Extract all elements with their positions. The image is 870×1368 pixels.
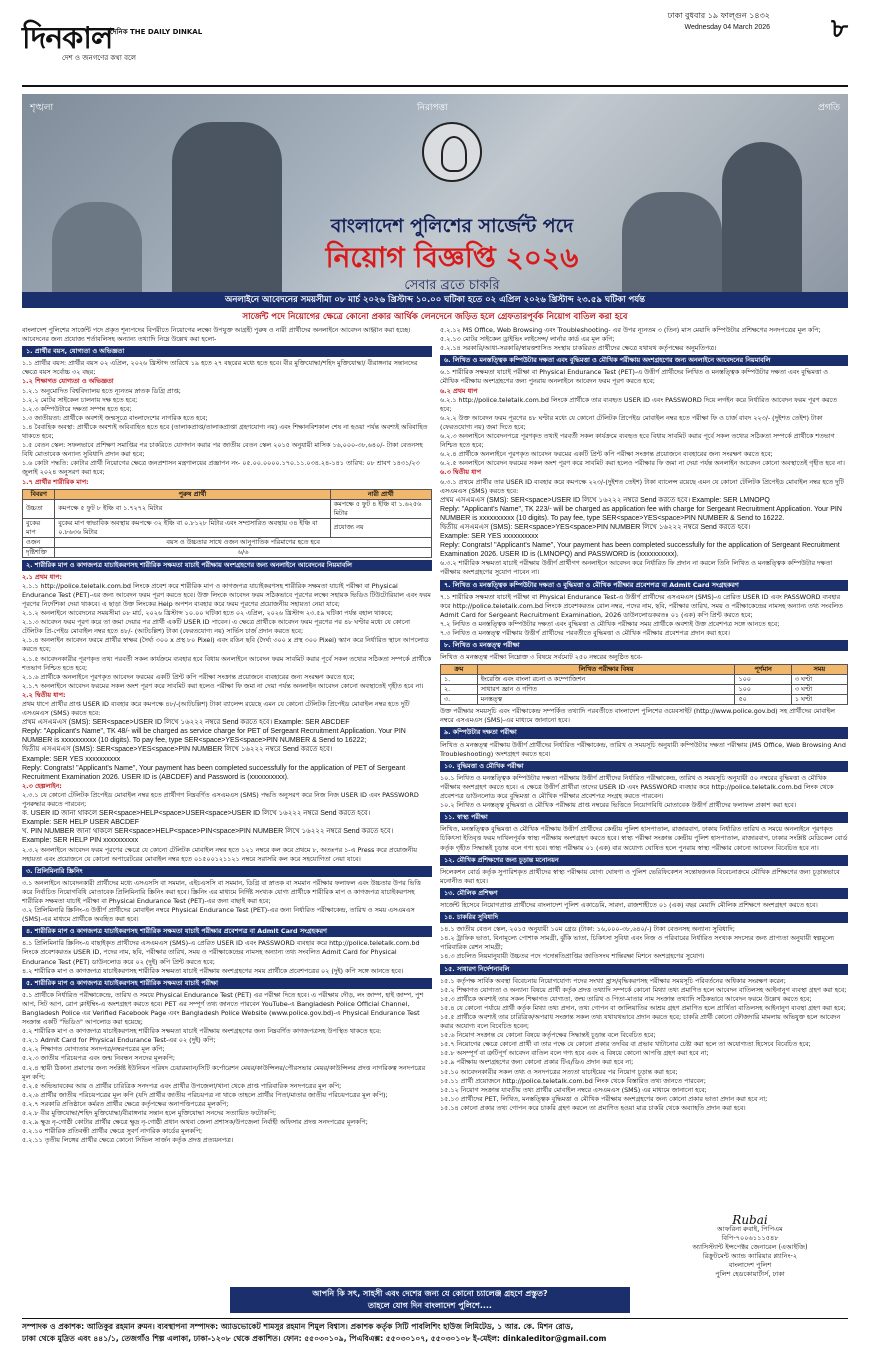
call-to-action: [230, 1287, 630, 1313]
list-item: ৫.২.৭ সরকারি প্রতিষ্ঠানে কর্মরত প্রার্থীর ক্ষেত্রে কর্তৃপক্ষের অনাপত্তিপত্রের মূলকপি;: [22, 1099, 229, 1108]
recruitment-banner: [22, 94, 848, 292]
para: ৭.২ লিখিত ও মনস্তত্ত্বিক কম্পিউটার দক্ষতা এবং বুদ্ধিমত্তা ও মৌখিক পরীক্ষার সময় প্রার্থীকে অবশ্যই উক্ত প্রবেশপত্র সঙ্গে আনতে হবে;: [440, 619, 780, 628]
para: ৫.১ প্রার্থীকে নির্ধারিত পরীক্ষাকেন্দ্রে, তারিখ ও সময়ে Physical Endurance Test (PET) এর পরীক্ষা দিতে হবে। এ পরীক্ষায় দৌড়, লং জাম্প, হাই জাম্প, পুশ আপ, সিট আপ, রোপ ক্লাইম্বিং-এ অংশগ্রহণ করতে হবে। PET এর সম্পূর্ণ তথ্য জানতে পারবেন YouTube-এ Bangladesh Police Official Channel, Bangladesh Police এর Verified Facebook Page এবং Bangladesh Police Website (www.police.gov.bd)-এ Physical Endurance Test সংক্রান্ত একটি "ভিডিও" আপলোড করা হয়েছে;: [22, 990, 424, 1027]
helpline-item: খ. PIN NUMBER জানা থাকলে SER<space>HELP<space>PIN<space>PIN NUMBER লিখে ১৬২২২ নম্বরে Send করতে হবে।: [22, 828, 394, 836]
table-header: বিবরণ: [23, 489, 55, 499]
sms-reply: Reply: "Applicant's Name", TK 48/- will be charged as service charge for PET of Sergeant Recruitment Application. Your PIN NUMBER is xxxxxxxxxx (10 digits). To pay fee, type SER<space>YES<space>PIN NUMBER & Send to 16222;: [22, 728, 406, 745]
cell: ৩ ঘণ্টা: [791, 675, 847, 685]
masthead: [22, 11, 848, 94]
section-heading-9: ৯. কম্পিউটার দক্ষতা পরীক্ষা: [440, 727, 848, 738]
left-column: [22, 326, 432, 1282]
section-heading-5: ৫. শারীরিক মাপ ও কাগজপত্র যাচাইকরণসহ শারীরিক সক্ষমতা যাচাই পরীক্ষা: [22, 978, 432, 989]
police-emblem-icon: [422, 122, 482, 182]
document-list: [22, 1036, 432, 1145]
subheading: ৬.৩ দ্বিতীয় ধাপ: [440, 468, 481, 477]
para: ১.৫ বেতন স্কেল: সফলভাবে প্রশিক্ষণ সমাপ্তির পর চাকরিতে যোগদান করার পর জাতীয় বেতন স্কেল ২০১৫ অনুযায়ী মাসিক ১৬,০০০-৩৮,৬৪০/- টাকা বেতনসহ বিধি মোতাবেক অন্যান্য সুবিধাদি প্রদান করা হবে;: [22, 441, 423, 459]
list-item: ১৫.৯ পরীক্ষায় অংশগ্রহণের জন্য কোনো প্রকার টিএ/ডিএ প্রদান করা হবে না;: [440, 1058, 634, 1067]
banner-title-line1: বাংলাদেশ পুলিশের সার্জেন্ট পদে: [330, 215, 574, 237]
page-number: ৮: [831, 14, 848, 44]
list-item: ৫.২.২ শিক্ষাগত যোগ্যতার সনদপত্র/নম্বরপত্রের মূল কপি;: [22, 1045, 165, 1054]
section-heading-8: ৮. লিখিত ও মনস্তত্ত্ব পরীক্ষা: [440, 640, 848, 651]
written-exam-table: [440, 664, 848, 705]
cell: ৩ ঘণ্টা: [791, 685, 847, 695]
cta-line2: তাহলে যোগ দিন বাংলাদেশ পুলিশে....: [368, 1301, 492, 1310]
para: উক্ত পরীক্ষার সময়সূচি এবং পরীক্ষাকেন্দ্র সম্পর্কিত তথ্যাদি পরবর্তীতে বাংলাদেশ পুলিশের ওয়েবসাইট (http://www.police.gov.bd) সহ প্রার্থীদের মোবাইল নম্বরে এসএমএস (SMS)-এর মাধ্যমে জানানো হবে।: [440, 707, 835, 725]
para: ৬.১ শারীরিক সক্ষমতা যাচাই পরীক্ষা বা Physical Endurance Test (PET)-এ উত্তীর্ণ প্রার্থীদের লিখিত ও মনস্তত্ত্বিক কম্পিউটার দক্ষতা এবং বুদ্ধিমত্তা ও মৌখিক পরীক্ষায় অংশগ্রহণের জন্য পুনরায় অনলাইনে আবেদন ফরম পূরণ করতে হবে;: [440, 368, 828, 386]
document-list-continued: [440, 326, 848, 353]
section-heading-7: ৭. লিখিত ও মনস্তত্ত্বিক কম্পিউটার দক্ষতা ও বুদ্ধিমত্তা ও মৌখিক পরীক্ষার প্রবেশপত্র বা Admit Card সংগ্রহকরণ: [440, 580, 848, 591]
cta-line1: আপনি কি সৎ, সাহসী এবং দেশের জন্য যে কোনো চ্যালেঞ্জ গ্রহণে প্রস্তুত?: [312, 1289, 548, 1298]
table-header: পূর্ণমান: [735, 665, 791, 675]
intro-text: বাংলাদেশ পুলিশের সার্জেন্ট পদে প্রকৃত শূন্যপদের বিপরীতে নিয়োগের লক্ষ্যে উপযুক্ত আগ্রহী পুরুষ ও নারী প্রার্থীদের অনলাইনে আবেদন আহ্বান করা হচ্ছে। আবেদনের জন্য প্রযোজ্য শর্তাবলিসহ অন্যান্য তথ্যাদি নিম্নে উল্লেখ করা হলো-: [22, 326, 411, 344]
list-item: ৫.২.১২ MS Office, Web Browsing এবং Troubleshooting- এর উপর ন্যূনতম ৩ (তিন) মাস মেয়াদি কম্পিউটার প্রশিক্ষণের সনদপত্রের মূল কপি;: [440, 326, 821, 334]
para: ৭.১ শারীরিক সক্ষমতা যাচাই পরীক্ষা বা Physical Endurance Test-এ উত্তীর্ণ প্রার্থীদের এসএমএস (SMS)-এ প্রেরিত USER ID এবং PASSWORD ব্যবহার করে http://police.teletalk.com.bd লিংকে প্রবেশকরতঃ রোল নম্বর, পদের নাম, ছবি, পরীক্ষার তারিখ, সময় ও পরীক্ষাকেন্দ্রের নামসহ অন্যান্য তথ্য সংবলিত Admit Card for Sergeant Recruitment Examination, 2026 ডাউনলোডকরতঃ ০১ (এক) কপি প্রিন্ট করতে হবে;: [440, 592, 843, 619]
para: ৬.২.৪ প্রার্থীকে অনলাইনে পূরণকৃত আবেদন ফরমের একটি প্রিন্ট কপি পরীক্ষা সংক্রান্ত প্রয়োজনে ব্যবহারের জন্য সংরক্ষণ করতে হবে;: [440, 450, 773, 459]
cell: কমপক্ষে ৫ ফুট ৪ ইঞ্চি বা ১.৬২৫৬ মিটার: [330, 499, 431, 518]
section-heading-12: ১২. মৌখিক প্রশিক্ষণের জন্য চূড়ান্ত মনোনয়ন: [440, 855, 848, 866]
para: ২.১.৬ প্রার্থীকে অনলাইনে পূরণকৃত আবেদন ফরমের একটি প্রিন্ট কপি পরীক্ষা সংক্রান্ত প্রয়োজনে ব্যবহারের জন্য সংরক্ষণ করতে হবে;: [22, 672, 355, 681]
para: ১.৪ বৈবাহিক অবস্থা: প্রার্থীকে অবশ্যই অবিবাহিত হতে হবে (তালাকপ্রাপ্ত/তালাকপ্রাপ্তা গ্রহণযোগ্য নয়) এবং শিক্ষানবিশকাল শেষ না হওয়া পর্যন্ত অবশ্যই অবিবাহিত থাকতে হবে;: [22, 422, 428, 441]
para: ২.১.২ অনলাইনে আবেদনের সময়সীমা ০৮ মার্চ, ২০২৬ খ্রিস্টাব্দ ১০.০০ ঘটিকা হতে ০২ এপ্রিল, ২০২৬ খ্রিস্টাব্দ ২৩.৫৯ ঘটিকা পর্যন্ত বহাল থাকবে;: [22, 609, 393, 618]
list-item: ৫.২.১ Admit Card for Physical Endurance Test-এর ০২ (দুই) কপি;: [22, 1036, 216, 1045]
table-row: [23, 547, 432, 557]
table-row: [441, 695, 848, 705]
list-item: ১৫.১৩ প্রার্থীদের PET, লিখিত, মনস্তত্ত্বিক বুদ্ধিমত্তা ও মৌখিক পরীক্ষায় অংশগ্রহণের জন্য কোনো প্রকার ভাতা প্রদান করা হবে না;: [440, 1094, 768, 1103]
signatory-id: বিপি-৭০০৬১১১৫৪৮: [721, 1234, 779, 1242]
cell: উচ্চতা: [23, 499, 55, 518]
newspaper-tagline: দেশ ও জনগণের কথা বলে: [62, 54, 137, 62]
section-heading-14: ১৪. চাকরির সুবিধাদি: [440, 912, 848, 923]
para: লিখিত ও মনস্তত্ত্ব পরীক্ষায় উত্তীর্ণ প্রার্থীদের নির্ধারিত পরীক্ষাকেন্দ্র, তারিখ ও সময়সূচি অনুযায়ী কম্পিউটার দক্ষতা পরীক্ষায় (MS Office, Web Browsing And Troubleshooting) অংশগ্রহণ করতে হবে।: [440, 740, 846, 758]
list-item: ৫.২.৪ স্থায়ী ঠিকানা প্রমাণের জন্য সংশ্লিষ্ট ইউনিয়ন পরিষদ চেয়ারম্যান/সিটি কর্পোরেশন মেয়র/কাউন্সিলর/পৌরসভার মেয়র/কাউন্সিলর প্রদত্ত নাগরিকত্ব সনদপত্রের মূল কপি;: [22, 1063, 426, 1081]
list-item: ৫.২.৬ প্রার্থীর জাতীয় পরিচয়পত্রের মূল কপি (যদি প্রার্থীর জাতীয় পরিচয়পত্র না থাকে তাহলে প্রার্থীর পিতা/মাতার জাতীয় পরিচয়পত্রের মূল কপি);: [22, 1090, 388, 1099]
section-heading-15: ১৫. সাধারণ নির্দেশনাবলি: [440, 964, 848, 975]
para: সার্জেন্ট হিসেবে নিয়োগপ্রাপ্ত প্রার্থীদের বাংলাদেশ পুলিশ একাডেমি, সারদা, রাজশাহীতে ০১ (এক) বছর মেয়াদি মৌলিক প্রশিক্ষণে অংশগ্রহণ করতে হবে।: [440, 900, 818, 909]
para: ১.২.২ মোটর সাইকেল চালনায় দক্ষ হতে হবে;: [22, 395, 138, 404]
general-instructions-list: [440, 977, 848, 1113]
para: ১.২.৩ কম্পিউটারে দক্ষতা সম্পন্ন হতে হবে;: [22, 404, 132, 413]
right-column: [440, 326, 848, 1282]
list-item: ১৫.৬ নিয়োগ সংক্রান্ত যে কোনো বিষয়ে কর্তৃপক্ষের সিদ্ধান্তই চূড়ান্ত বলে বিবেচিত হবে;: [440, 1031, 656, 1040]
cell: ২.: [441, 685, 478, 695]
table-row: [23, 537, 432, 547]
sms-instruction: দ্বিতীয় এসএমএস (SMS): SER<space>YES<space>PIN NUMBER লিখে ১৬২২২ নম্বরে Send করতে হবে।: [22, 746, 333, 754]
citizen-figure: [52, 202, 142, 292]
table-row: [23, 518, 432, 537]
signature-scribble: Rubai: [732, 1213, 768, 1227]
subheading: ১.৭ প্রার্থীর শারীরিক মাপ:: [22, 477, 89, 486]
list-item: ১৪.২ ট্রাফিক ভাতা, বিনামূল্যে পোশাক সামগ্রী, ঝুঁকি ভাতা, চিকিৎসা সুবিধা এবং নিজ ও পরিবারের নির্ধারিত সংখ্যক সদস্যের জন্য প্রাপ্যতা অনুযায়ী স্বল্পমূল্যে পারিবারিক রেশন সামগ্রী;: [440, 934, 835, 952]
helpline-example: Example: SER HELP PIN xxxxxxxxxx: [22, 837, 139, 845]
para: ৫.২ শারীরিক মাপ ও কাগজপত্র যাচাইকরণসহ শারীরিক সক্ষমতা যাচাই পরীক্ষায় অংশগ্রহণের জন্য নিম্নবর্ণিত কাগজপত্রসহ উপস্থিত থাকতে হবে:: [22, 1027, 382, 1036]
cell: ১ ঘণ্টা: [791, 695, 847, 705]
list-item: ১৫.১৪ কোনো প্রকার তথ্য গোপন করে চাকরি গ্রহণ করলে তা প্রমাণিত হওয়া মাত্র চাকরি থেকে অব্যাহতি প্রদান করা হবে।: [440, 1103, 746, 1112]
para: ২.১.৫ আবেদনকারীর পূরণকৃত তথ্য পরবর্তী সকল কার্যক্রমে ব্যবহার হবে বিধায় অনলাইনে আবেদন ফরম সাবমিট করার পূর্বে সকল তথ্যের সঠিকতা সম্পর্কে প্রার্থীকে শতভাগ নিশ্চিত হতে হবে;: [22, 654, 432, 672]
physical-measurement-table: [22, 489, 432, 558]
list-item: ৫.২.১১ তৃতীয় লিঙ্গের প্রার্থীর ক্ষেত্রে কোনো সিভিল সার্জন কর্তৃক প্রদত্ত প্রত্যয়নপত্র।: [22, 1136, 234, 1145]
cell: সাধারণ জ্ঞান ও গণিত: [477, 685, 735, 695]
sms-reply: Reply: Congrats! "Applicant's Name", Your payment has been completed successfully for the application of PET of Sergeant Recruitment Examination 2026. USER ID is (ABCDEF) and Password is (xxxxxxxxxx).: [22, 764, 406, 781]
banner-title-line2: নিয়োগ বিজ্ঞপ্তি ২০২৬: [325, 241, 579, 274]
cell: বুকের মাপ স্বাভাবিক অবস্থায় কমপক্ষে ৩২ ইঞ্চি বা ০.৮১২৮ মিটার এবং সম্প্রসারিত অবস্থায় ৩৪ ইঞ্চি বা ০.৮৬৩৬ মিটার: [55, 518, 330, 537]
list-item: ৫.২.৯ ক্ষুদ্র নৃ-গোষ্ঠী কোটার প্রার্থীর ক্ষেত্রে ক্ষুদ্র নৃ-গোষ্ঠী প্রধান অথবা জেলা প্রশাসক/উপজেলা নির্বাহী অফিসার প্রদত্ত সনদপত্রের মূলকপি;: [22, 1118, 368, 1127]
cell: দৃষ্টিশক্তি: [23, 547, 55, 557]
list-item: ৫.২.৮ বীর মুক্তিযোদ্ধা/শহিদ মুক্তিযোদ্ধা/বীরাঙ্গনার সন্তান হলে মুক্তিযোদ্ধা সনদের সত্যায়িত ফটোকপি;: [22, 1109, 277, 1118]
table-header: সময়: [791, 665, 847, 675]
cell: ৩.: [441, 695, 478, 705]
para: ৬.৩.২ শারীরিক সক্ষমতা যাচাই পরীক্ষায় উত্তীর্ণ প্রার্থীগণ অনলাইনে আবেদন করে নির্ধারিত ফি প্রদান না করলে তিনি লিখিত ও মনস্তত্ত্বিক কম্পিউটার দক্ষতা পরীক্ষায় অংশগ্রহণের সুযোগ পাবেন না।: [440, 559, 833, 577]
para: প্রথম ধাপে প্রার্থীর প্রাপ্ত USER ID ব্যবহার করে কমপক্ষে ৪৮/-(আটচল্লিশ) টাকা ব্যালেন্স রয়েছে এমন যে কোনো টেলিটক প্রিপেইড মোবাইল নম্বর হতে দুটি এসএমএস (SMS) করতে হবে:: [22, 700, 410, 718]
section-heading-4: ৪. শারীরিক মাপ ও কাগজপত্র যাচাইকরণসহ শারীরিক সক্ষমতা যাচাই পরীক্ষার প্রবেশপত্র বা Admit Card সংগ্রহকরণ: [22, 926, 432, 937]
list-item: ১৫.৪ যে কোনো পর্যায়ে প্রার্থী কর্তৃক মিথ্যা তথ্য প্রদান, তথ্য গোপন বা জালিয়াতির আশ্রয় গ্রহণ প্রমাণিত হলে প্রার্থিতা বাতিলসহ আইনানুগ ব্যবস্থা গ্রহণ করা হবে;: [440, 1003, 846, 1012]
list-item: ১৫.৩ প্রার্থীকে অবশ্যই তার সকল শিক্ষাগত যোগ্যতা, জন্ম তারিখ ও পিতা-মাতার নাম সংক্রান্ত তথ্যাদি সঠিকভাবে আবেদন ফরমে উল্লেখ করতে হবে;: [440, 994, 812, 1003]
banner-title-line3: সেবার ব্রতে চাকরি: [404, 278, 500, 292]
table-header: পুরুষ প্রার্থী: [55, 489, 330, 499]
para: লিখিত, মনস্তত্ত্বিক বুদ্ধিমত্তা ও মৌখিক পরীক্ষায় উত্তীর্ণ প্রার্থীদের কেন্দ্রীয় পুলিশ হাসপাতাল, রাজারবাগ, ঢাকায় নির্ধারিত তারিখ ও সময়ে অনলাইনে পূরণকৃত চিকিৎসা ইতিবৃত্ত ফরম দাখিলপূর্বক স্বাস্থ্য পরীক্ষায় অংশগ্রহণ করতে হবে। স্বাস্থ্য পরীক্ষা সংক্রান্ত কেন্দ্রীয় পুলিশ হাসপাতাল, রাজারবাগ, ঢাকার সংশ্লিষ্ট মেডিকেল বোর্ড কর্তৃক গৃহীত সিদ্ধান্তই চূড়ান্ত বলে গণ্য হবে। স্বাস্থ্য পরীক্ষায় ০১ (এক) বার অযোগ্য ঘোষিত হলে পুনরায় স্বাস্থ্য পরীক্ষার কোনো আবেদন বিবেচিত হবে না।: [440, 825, 848, 852]
table-header: ক্রম: [441, 665, 478, 675]
helpline-example: Example: SER HELP USER ABCDEF: [22, 819, 139, 827]
imprint-line2: ঢাকা থেকে মুদ্রিত এবং ৪৪১/১, তেজগাঁও শিল্প এলাকা, ঢাকা-১২০৮ থেকে প্রকাশিত। ফোন: ৫৫০৩০১০৯, পিএবিএক্স: ৫৫০৩০১০৭, ৫৫০৩০১০৮ ই-মেইল: dinkaleditor@gmail.com: [22, 1334, 607, 1343]
section-heading-11: ১১. স্বাস্থ্য পরীক্ষা: [440, 812, 848, 823]
para: ৬.২.২ উক্ত আবেদন ফরম পূরণের ৪৮ ঘণ্টার মধ্যে যে কোনো টেলিটক প্রিপেইড মোবাইল নম্বর হতে পরীক্ষা ফি ও চার্জ বাবদ ২২৩/- (দুইশত তেইশ) টাকা (ফেরতযোগ্য নয়) জমা দিতে হবে;: [440, 413, 823, 431]
banner-label-left: শৃঙ্খলা: [30, 103, 54, 113]
para: ৬.২.৫ অনলাইনে আবেদন ফরমের সকল অংশ পূরণ করে সাবমিট করা হলেও পরীক্ষার ফি জমা না দেয়া পর্যন্ত অনলাইন আবেদন কোনো অবস্থাতেই গৃহীত হবে না।: [440, 459, 845, 468]
banner-label-center: নিরাপত্তা: [417, 103, 448, 113]
cell: ৫০: [735, 695, 791, 705]
cell: বুকের মাপ: [23, 518, 55, 537]
signatory-name: আফরিনা রুবাই, পিপিএম: [717, 1225, 783, 1233]
list-item: ১৫.৫ প্রার্থীকে অবশ্যই তার চারিত্রিক/অপরাধ সংক্রান্ত সকল তথ্য যথাযথভাবে প্রদান করতে হবে; চাকরি প্রার্থী কোনো ফৌজদারি মামলায় অভিযুক্ত হলে আবেদন করার অযোগ্য বলে বিবেচিত হবেন;: [440, 1013, 841, 1031]
list-item: ১৫.২ শিক্ষাগত যোগ্যতা ও অন্যান্য বিষয়ে প্রার্থী কর্তৃক প্রদত্ত তথ্যাদি সম্পর্কে কোনো মিথ্যা তথ্য প্রমাণিত হলে আবেদন বাতিলসহ আইনানুগ ব্যবস্থা গ্রহণ করা হবে;: [440, 985, 847, 994]
para: লিখিত ও মনস্তত্ত্ব পরীক্ষা নিম্নোক্ত ৩ বিষয়ে সর্বমোট ২৫০ নম্বরের অনুষ্ঠিত হবে-: [440, 653, 643, 662]
list-item: ৫.২.১৩ মোটর সাইকেল ড্রাইভিং লাইসেন্স/ লার্নার কার্ড এর মূল কপি;: [440, 335, 615, 344]
sms-instruction: দ্বিতীয় এসএমএস (SMS): SER<space>YES<space>PIN NUMBER লিখে ১৬২২২ নম্বরে Send করতে হবে।: [440, 523, 751, 531]
date-english: Wednesday 04 March 2026: [684, 24, 770, 31]
signature-block: [660, 1213, 840, 1279]
para: ৬.২.৩ অনলাইনে আবেদনপত্রে পূরণকৃত তথ্যই পরবর্তী সকল কার্যক্রমে ব্যবহৃত হবে বিধায় সাবমিট করার পূর্বে সকল তথ্যের সঠিকতা সম্পর্কে প্রার্থীকে শতভাগ নিশ্চিত হতে হবে;: [440, 432, 835, 450]
sms-example: Example: SER YES xxxxxxxxxx: [440, 533, 539, 541]
para: ২.১.৭ অনলাইনে আবেদন ফরমের সকল অংশ পূরণ করে সাবমিট করা হলেও পরীক্ষা ফি জমা না দেয়া পর্যন্ত অনলাইন আবেদন কোনো অবস্থাতেই গৃহীত হবে না।: [22, 681, 424, 690]
imprint-line: [22, 1318, 848, 1345]
para: ৩.২ প্রিলিমিনারি স্ক্রিনিং-এ উত্তীর্ণ প্রার্থীদের মোবাইল নম্বরে Physical Endurance Test (PET)-এর জন্য নির্ধারিত পরীক্ষাকেন্দ্র, তারিখ ও সময় এসএমএস (SMS)-এর মাধ্যমে প্রার্থীকে অবহিত করা হবে।: [22, 906, 415, 924]
para: ১.৬ কোটা পদ্ধতি: কোটার প্রার্থী নিয়োগের ক্ষেত্রে জনপ্রশাসন মন্ত্রণালয়ের প্রজ্ঞাপন নং- ০৫.০০.০০০০.১৭০.১১.০৩৪.২৪-১৪১ তারিখ: ০৮ শ্রাবণ ১৪৩১/২৩ জুলাই ২০২৪ অনুসরণ করা হবে;: [22, 459, 420, 477]
sms-instruction: প্রথম এসএমএস (SMS): SER<space>USER ID লিখে ১৬২২২ নম্বরে Send করতে হবে। Example: SER LMNOPQ: [440, 496, 770, 504]
cell: ইংরেজি এবং বাংলা রচনা ও কম্পোজিশন: [477, 675, 735, 685]
newspaper-logo: দিনকাল: [22, 21, 113, 56]
imprint-line1: সম্পাদক ও প্রকাশক: আতিকুর রহমান রুমন। ব্যবস্থাপনা সম্পাদক: অ্যাডভোকেট শামসুর রহমান শিমুল বিশ্বাস। প্রকাশক কর্তৃক সিটি পাবলিশিং হাউজ লিমিটেড, ১ আর. কে. মিশন রোড,: [22, 1322, 574, 1331]
para: ৭.৩ লিখিত ও মনস্তত্ত্ব পরীক্ষায় উত্তীর্ণ প্রার্থীদের পরবর্তীতে বুদ্ধিমত্তা ও মৌখিক পরীক্ষার প্রবেশপত্র প্রদান করা হবে।: [440, 629, 730, 637]
sms-reply: Reply: Congrats! "Applicant's Name", Your payment has been completed successfully for the application of Sergeant Recruitment Examination 2026. USER ID is (LMNOPQ) and PASSWORD is (xxxxxxxxxx).: [440, 542, 840, 559]
para: ৬.২.১ http://police.teletalk.com.bd লিংকে প্রার্থীকে তার ব্যবহৃত USER ID এবং PASSWORD দিয়ে লগইন করে নির্ধারিত আবেদন ফরম পূরণ করতে হবে;: [440, 395, 837, 413]
cell: বয়স ও উচ্চতার সাথে ওজন আনুপাতিক পরিমাণের হতে হবে: [55, 537, 432, 547]
list-item: ১৫.১০ আবেদনকারীর সকল তথ্য ও সনদপত্রের সত্যতা যাচাইয়ের পর নিয়োগ চূড়ান্ত করা হবে;: [440, 1067, 678, 1076]
table-header: নারী প্রার্থী: [330, 489, 431, 499]
subheading: ২.১ প্রথম ধাপ:: [22, 572, 62, 581]
subheading: ২.২ দ্বিতীয় ধাপ:: [22, 690, 66, 699]
subheading: ৬.২ প্রথম ধাপ: [440, 386, 478, 395]
section-heading-3: ৩. প্রিলিমিনারি স্ক্রিনিং: [22, 866, 432, 877]
section-heading-1: ১. প্রার্থীর বয়স, যোগ্যতা ও অভিজ্ঞতা: [22, 346, 432, 357]
para: ২.১.৩ আবেদন ফরম পূরণ করে তা জমা দেয়ার পর প্রার্থী একটি USER ID পাবেন। এ ক্ষেত্রে প্রার্থীকে আবেদন ফরম পূরণের পর ৪৮ ঘণ্টার মধ্যে যে কোনো টেলিটক প্রি-পেইড মোবাইল নম্বর হতে ৪৮/- (আটচল্লিশ) টাকা (ফেরতযোগ্য নয়) সার্ভিস চার্জ প্রদান করতে হবে;: [22, 618, 410, 636]
para: ২.৩.১ যে কোনো টেলিটক প্রিপেইড মোবাইল নম্বর হতে প্রার্থীগণ নিম্নবর্ণিত এসএমএস (SMS) পদ্ধতি অনুসরণ করে নিজ নিজ USER ID এবং PASSWORD পুনরুদ্ধার করতে পারবেন;: [22, 790, 419, 809]
subheading: ১.২ শিক্ষাগত যোগ্যতা ও অভিজ্ঞতা: [22, 377, 114, 386]
list-item: ৫.২.১০ শারীরিক প্রতিবন্ধী প্রার্থীর ক্ষেত্রে সুবর্ণ নাগরিক কার্ডের মূলকপি;: [22, 1127, 203, 1136]
date-bengali: ঢাকা বুধবার ১৯ ফাল্গুন ১৪৩২: [667, 11, 770, 20]
list-item: ১৫.১১ প্রার্থী প্রয়োজনে http://police.teletalk.com.bd লিংক থেকে বিস্তারিত তথ্য জানতে পারবেন;: [440, 1076, 706, 1085]
section-heading-6: ৬. লিখিত ও মনস্তত্ত্বিক কম্পিউটার দক্ষতা এবং বুদ্ধিমত্তা ও মৌখিক পরীক্ষায় অংশগ্রহণের জন্য অনলাইনে আবেদনের নিয়মাবলি: [440, 355, 848, 366]
list-item: ৫.২.৫ অভিভাবকের আয় ও প্রার্থীর চারিত্রিক সনদপত্র এবং প্রার্থীর উপজেলা/থানা থেকে প্রাপ্ত পারিবারিক সনদপত্রের মূল কপি;: [22, 1081, 342, 1090]
sms-instruction: প্রথম এসএমএস (SMS): SER<space>USER ID লিখে ১৬২২২ নম্বরে Send করতে হবে। Example: SER ABCDEF: [22, 719, 350, 727]
signatory-title: অ্যাসিস্ট্যান্ট ইন্সপেক্টর জেনারেল (এআইজি): [692, 1243, 808, 1251]
para: ৩.১ অনলাইনে আবেদনকারী প্রার্থীদের মধ্যে এসএসসি বা সমমান, এইচএসসি বা সমমান, ডিগ্রি বা স্নাতক বা সমমান পরীক্ষার ফলাফল এবং উচ্চতার উপর ভিত্তি করে নির্বাচিত নিয়োগবিধি মোতাবেক প্রিলিমিনারি স্ক্রিনিং করা হবে। স্ক্রিনিং এর মাধ্যমে নির্দিষ্ট সংখ্যক যোগ্য প্রার্থীকে শারীরিক মাপ ও কাগজপত্র যাচাইকরণসহ শারীরিক সক্ষমতা যাচাই পরীক্ষা বা Physical Endurance Test (PET)-এর জন্য বাছাই করা হবে;: [22, 878, 421, 905]
masthead-rule: [22, 85, 848, 87]
table-row: [441, 685, 848, 695]
para: ১.২.১ অনুমোদিত বিশ্ববিদ্যালয় হতে ন্যূনতম স্নাতক ডিগ্রি প্রাপ্ত;: [22, 386, 181, 395]
cell: ১.: [441, 675, 478, 685]
helpline-item: ক. USER ID জানা থাকলে SER<space>HELP<space>USER<space>USER ID লিখে ১৬২২২ নম্বরে Send করতে হবে।: [22, 810, 371, 818]
para: ২.৩.২ অনলাইনে আবেদন ফরম পূরণের ক্ষেত্রে যে কোনো টেলিটক মোবাইল নম্বর হতে ১২১ নম্বরে কল করে প্রথমে ৮, অতঃপর ১-এ Press করে প্রয়োজনীয় সহায়তা এবং প্রয়োজনে যে কোনো অপারেটরের মোবাইল নম্বর হতে ০১৫০০১২১১২১ নম্বরে সরাসরি কল করে সহযোগিতা নেয়া যাবে।: [22, 845, 418, 863]
table-row: [441, 675, 848, 685]
list-item: ১৫.১২ নিয়োগ সংক্রান্ত যাবতীয় তথ্য প্রার্থীর মোবাইল নম্বরে এসএমএস (SMS) এর মাধ্যমে জানানো হবে;: [440, 1085, 707, 1094]
para: ২.১.১ http://police.teletalk.com.bd লিংকে প্রবেশ করে শারীরিক মাপ ও কাগজপত্র যাচাইকরণসহ শারীরিক সক্ষমতা যাচাই পরীক্ষা বা Physical Endurance Test (PET)-এর জন্য আবেদন ফরম পূরণ করতে হবে। উক্ত লিংকে আবেদন ফরম সঠিকভাবে পূরণের লক্ষ্যে সহায়ক ভিডিও টিউটোরিয়াল এবং ফরম পূরণের নির্দেশিকা দেয়া থাকবে। এ ছাড়া উক্ত লিংকের Help অপশন ব্যবহার করে ফরম পূরণের প্রয়োজনীয় সহায়তা নেয়া যাবে;: [22, 581, 431, 608]
table-header: লিখিত পরীক্ষার বিষয়: [477, 665, 735, 675]
para: ১০.২ লিখিত ও মনস্তত্ত্ব বুদ্ধিমত্তা ও মৌখিক পরীক্ষায় প্রাপ্ত নম্বরের ভিত্তিতে নিয়োগবিধি মোতাবেক উত্তীর্ণ প্রার্থীদের ফলাফল প্রকাশ করা হবে।: [440, 801, 797, 810]
para: ৪.২ শারীরিক মাপ ও কাগজপত্র যাচাইকরণসহ শারীরিক সক্ষমতা যাচাই পরীক্ষায় অংশগ্রহণের সময় প্রার্থীকে প্রবেশপত্রের ০২ (দুই) কপি সঙ্গে আনতে হবে।: [22, 966, 404, 975]
list-item: ১৫.৮ অসম্পূর্ণ বা ত্রুটিপূর্ণ আবেদন বাতিল বলে গণ্য হবে এবং এ বিষয়ে কোনো আপত্তি গ্রহণ করা হবে না;: [440, 1049, 709, 1058]
signatory-org: বাংলাদেশ পুলিশ: [728, 1261, 772, 1269]
list-item: ৫.২.৩ জাতীয় পরিচয়পত্র এবং জন্ম নিবন্ধন সনদের মূলকপি;: [22, 1054, 176, 1063]
section-heading-10: ১০. বুদ্ধিমত্তা ও মৌখিক পরীক্ষা: [440, 761, 848, 772]
newspaper-subtitle: দৈনিক THE DAILY DINKAL: [110, 28, 203, 36]
banner-label-right: প্রগতি: [818, 103, 840, 113]
para: ১.১ প্রার্থীর বয়স: প্রার্থীর বয়স ০২ এপ্রিল, ২০২৬ খ্রিস্টাব্দ তারিখে ১৯ হতে ২৭ বছরের মধ্যে হতে হবে। বীর মুক্তিযোদ্ধা/শহিদ মুক্তিযোদ্ধা/ বীরাঙ্গনার সন্তানদের ক্ষেত্রে বয়স সর্বোচ্চ ৩২ বছর;: [22, 359, 418, 377]
deadline-strip: অনলাইনে আবেদনের সময়সীমা ০৮ মার্চ ২০২৬ খ্রিস্টাব্দ ১০.০০ ঘটিকা হতে ০২ এপ্রিল ২০২৬ খ্রিস্টাব্দ ২৩.৫৯ ঘটিকা পর্যন্ত: [22, 292, 848, 308]
cell: ১০০: [735, 675, 791, 685]
cell: ৬/৬: [55, 547, 432, 557]
list-item: ১৫.১ কর্তৃপক্ষ সার্বিক অবস্থা বিবেচনায় নিয়োগযোগ্য পদের সংখ্যা হ্রাস/বৃদ্ধিকরণসহ পরীক্ষার সময়সূচি পরিবর্তনের অধিকার সংরক্ষণ করেন;: [440, 976, 786, 985]
para: ২.১.৪ অনলাইন আবেদন ফরমে প্রার্থীর স্বাক্ষর (দৈর্ঘ্য ৩০০ x প্রস্থ ৮০ Pixel) এবং রঙিন ছবি (দৈর্ঘ্য ৩০০ x প্রস্থ ৩০০ Pixel) স্ক্যান করে নির্ধারিত স্থানে আপলোড করতে হবে;: [22, 636, 429, 654]
sms-reply: Reply: "Applicant's Name", TK 223/- will be charged as application fee with charge for Sergeant Recruitment Application. Your PIN NUMBER is xxxxxxxxxx (10 digits). To pay fee, type SER<space>YES<space>PIN NUMBER & Send to 16222.: [440, 505, 842, 522]
cell: ১০০: [735, 685, 791, 695]
para: ১০.১ লিখিত ও মনস্তত্ত্বিক কম্পিউটার দক্ষতা পরীক্ষায় উত্তীর্ণ প্রার্থীদের নির্ধারিত পরীক্ষাকেন্দ্র, তারিখ ও সময়সূচি অনুযায়ী ৫০ নম্বরের বুদ্ধিমত্তা ও মৌখিক পরীক্ষায় অংশগ্রহণ করতে হবে। এ ক্ষেত্রে উত্তীর্ণ প্রার্থীরা তাদের USER ID এবং PASSWORD ব্যবহার করে http://police.teletalk.com.bd লিংক থেকে প্রবেশপত্র ডাউনলোড করে বুদ্ধিমত্তা ও মৌখিক পরীক্ষার প্রবেশপত্র সংগ্রহ করতে পারবেন।: [440, 773, 834, 801]
signatory-dept: রিক্রুটমেন্ট অ্যান্ড ক্যারিয়ার প্ল্যানিং-২: [702, 1252, 798, 1260]
cell: মনস্তত্ত্ব: [477, 695, 735, 705]
list-item: ১৪.১ জাতীয় বেতন স্কেল, ২০১৫ অনুযায়ী ১০ম গ্রেড (টাকা: ১৬,০০০-৩৮,৬৪০/-) টাকা বেতনসহ অন্যান্য সুবিধাদি;: [440, 925, 735, 934]
cell: প্রযোজ্য নয়: [330, 518, 431, 537]
section-heading-13: ১৩. মৌলিক প্রশিক্ষণ: [440, 888, 848, 899]
subheading: ২.৩ হেল্পলাইন:: [22, 781, 62, 790]
cell: ওজন: [23, 537, 55, 547]
list-item: ১৫.৭ নিয়োগের ক্ষেত্রে কোনো প্রার্থী বা তার পক্ষে যে কোনো প্রকার তদবির বা প্রভাব খাটানোর চেষ্টা করা হলে তা অযোগ্যতা হিসেবে বিবেচিত হবে;: [440, 1040, 811, 1049]
para: সিলেকশন বোর্ড কর্তৃক সুপারিশকৃত প্রার্থীদের স্বাস্থ্য পরীক্ষায় যোগ্য ঘোষণা ও পুলিশ ভেরিফিকেশন সন্তোষজনক বিবেচনাক্রমে মৌখিক প্রশিক্ষণের জন্য চূড়ান্তভাবে মনোনীত করা হবে।: [440, 867, 840, 885]
officer-figure-right: [722, 142, 802, 292]
benefits-list: [440, 925, 848, 961]
sms-example: Example: SER YES xxxxxxxxxx: [22, 755, 121, 763]
section-heading-2: ২. শারীরিক মাপ ও কাগজপত্র যাচাইকরণসহ শারীরিক সক্ষমতা যাচাই পরীক্ষায় অংশগ্রহণের জন্য অনলাইনে আবেদনের নিয়মাবলি: [22, 560, 432, 571]
warning-notice: সার্জেন্ট পদে নিয়োগের ক্ষেত্রে কোনো প্রকার আর্থিক লেনদেনে জড়িত হলে গ্রেফতারপূর্বক নিয়োগ বাতিল করা হবে: [242, 312, 628, 322]
para: ৪.১ প্রিলিমিনারি স্ক্রিনিং-এ বাছাইকৃত প্রার্থীদের এসএমএস (SMS)-এ প্রেরিত USER ID এবং PASSWORD ব্যবহার করে http://police.teletalk.com.bd লিংকে প্রবেশকরতঃ USER ID, পদের নাম, ছবি, পরীক্ষার তারিখ, সময় ও পরীক্ষাকেন্দ্রের নামসহ অন্যান্য তথ্য সংবলিত Admit Card for Physical Endurance Test (PET) ডাউনলোড করে ০২ (দুই) কপি প্রিন্ট করতে হবে;: [22, 939, 420, 966]
para: ৬.৩.১ প্রথমে প্রার্থীর তার USER ID ব্যবহার করে কমপক্ষে ২২৩/-(দুইশত তেইশ) টাকা ব্যালেন্স রয়েছে এমন যে কোনো টেলিটক প্রিপেইড মোবাইল নম্বর হতে দুটি এসএমএস (SMS) করতে হবে:: [440, 477, 844, 495]
para: ১.৩ জাতীয়তা: প্রার্থীকে অবশ্যই জন্মসূত্রে বাংলাদেশের নাগরিক হতে হবে;: [22, 413, 208, 422]
list-item: ৫.২.১৪ সরকারি/আধা-সরকারি/স্বায়ত্তশাসিত সংস্থায় চাকরিরত প্রার্থীদের ক্ষেত্রে যথাযথ কর্তৃপক্ষের অনুমতিপত্র।: [440, 344, 717, 353]
table-row: [23, 499, 432, 518]
signatory-hq: পুলিশ হেডকোয়ার্টার্স, ঢাকা: [715, 1270, 785, 1278]
list-item: ১৪.৩ প্রচলিত নিয়মানুযায়ী উচ্চতর পদে পদোন্নতিপ্রাপ্তির জাতিসংঘ শান্তিরক্ষা মিশনে অংশগ্রহণের সুযোগ।: [440, 952, 705, 961]
cell: কমপক্ষে ৫ ফুট ৮ ইঞ্চি বা ১.৭২৭২ মিটার: [55, 499, 330, 518]
